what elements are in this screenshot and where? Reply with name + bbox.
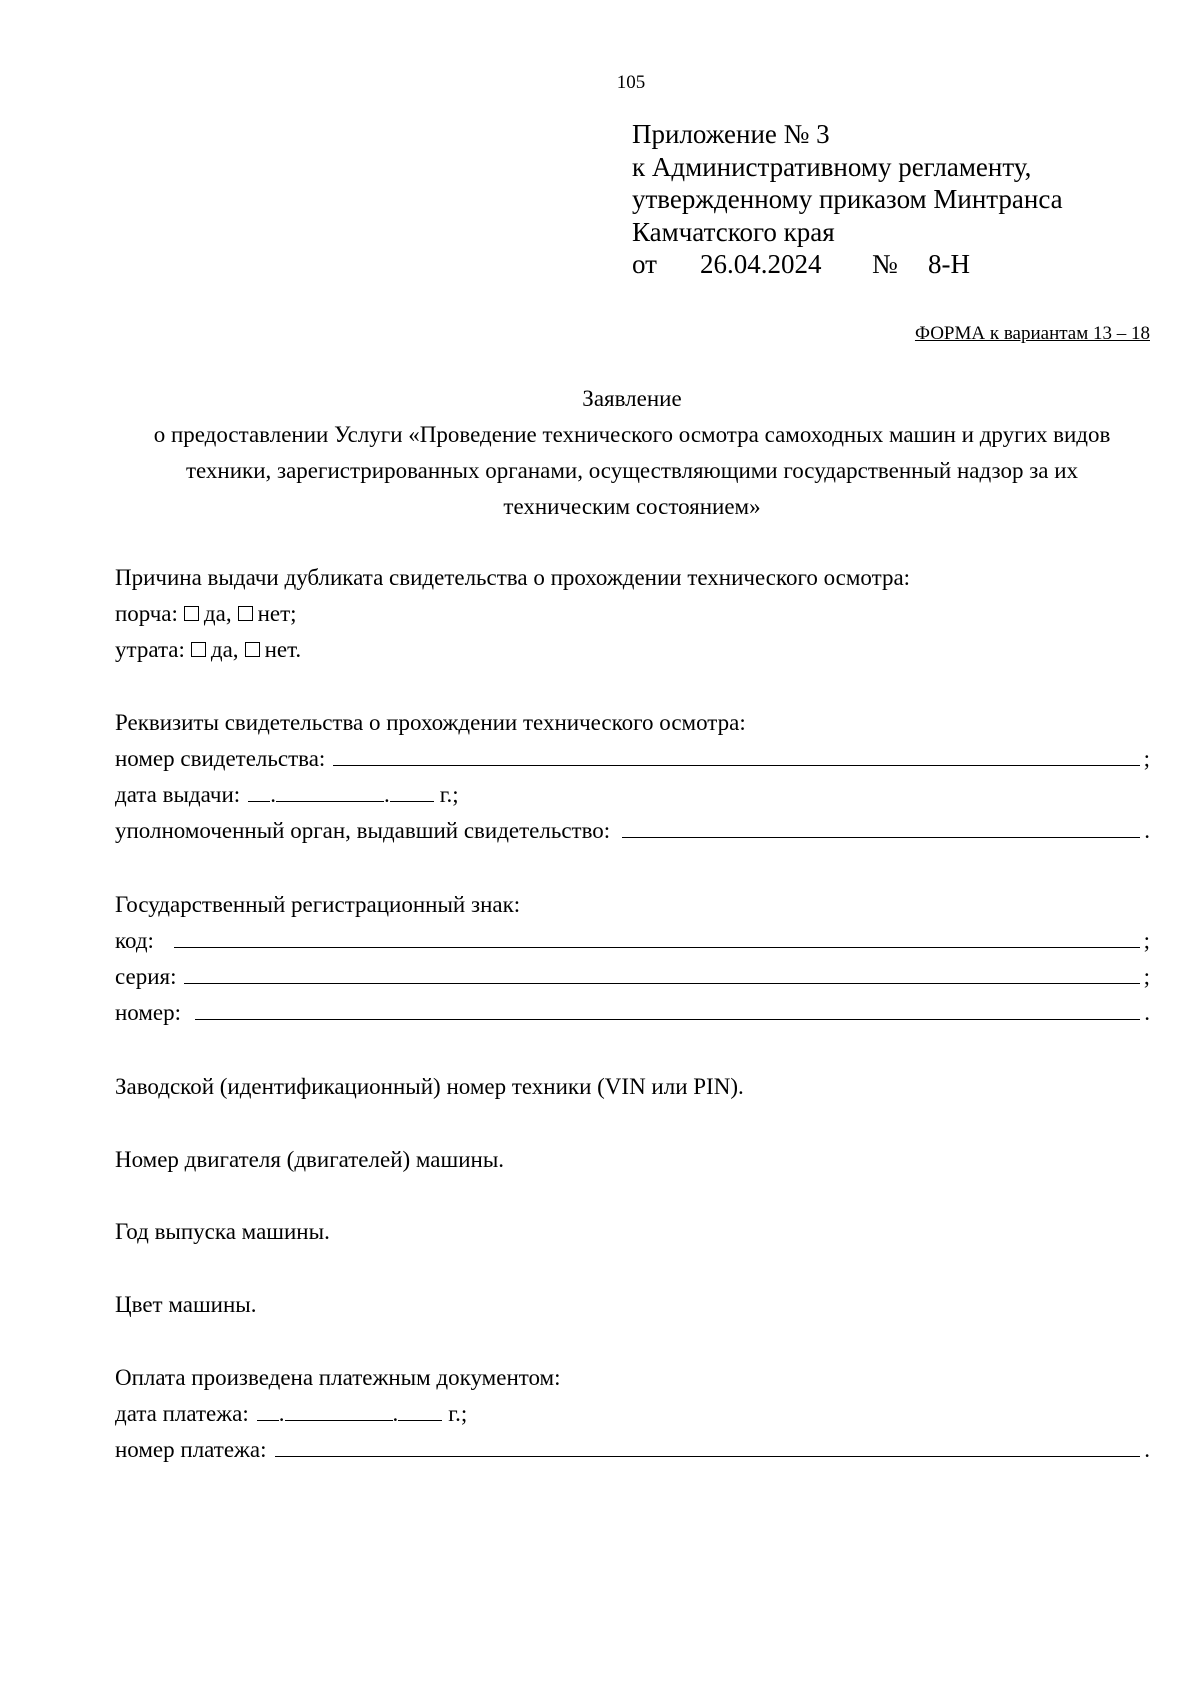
period: . [1144, 1437, 1150, 1462]
number-sign: № [872, 249, 898, 279]
title-line-1: о предоставлении Услуги «Проведение технического осмотра самоходных машин и других видов [153, 422, 1111, 447]
payment-heading: Оплата произведена платежным документом: [115, 1365, 561, 1390]
vin-text: Заводской (идентификационный) номер техники (VIN или PIN). [115, 1074, 744, 1099]
date-prefix: от [632, 249, 657, 279]
order-number: 8-Н [928, 249, 970, 279]
payment-year-field[interactable] [398, 1398, 442, 1421]
plate-code-field[interactable] [174, 925, 1140, 948]
certificate-heading: Реквизиты свидетельства о прохождении технического осмотра: [115, 710, 746, 735]
payment-section [115, 1360, 1150, 1468]
damage-row [115, 596, 1150, 632]
appendix-block [632, 118, 1063, 281]
no-label: нет; [257, 601, 297, 626]
payment-number-label: номер платежа: [115, 1437, 267, 1462]
reason-heading: Причина выдачи дубликата свидетельства о прохождении технического осмотра: [115, 565, 911, 590]
yes-label: да, [203, 601, 232, 626]
appendix-line-4: Камчатского края [632, 216, 835, 247]
certificate-section [115, 705, 1150, 849]
loss-no-checkbox[interactable] [245, 642, 260, 657]
authority-field[interactable] [622, 815, 1140, 838]
semicolon: ; [1143, 746, 1150, 771]
appendix-line-3: утвержденному приказом Минтранса [632, 184, 1063, 214]
appendix-line-1: Приложение № 3 [632, 119, 830, 149]
plate-number-row [115, 995, 1150, 1031]
issue-month-field[interactable] [276, 779, 384, 802]
payment-date-row [115, 1396, 1150, 1432]
color-line [115, 1287, 1150, 1323]
authority-row [115, 813, 1150, 849]
year-line [115, 1214, 1150, 1250]
vin-line [115, 1069, 1150, 1105]
damage-no-checkbox[interactable] [238, 606, 253, 621]
damage-label: порча: [115, 601, 178, 626]
loss-label: утрата: [115, 637, 185, 662]
payment-number-row [115, 1432, 1150, 1468]
authority-label: уполномоченный орган, выдавший свидетельство: [115, 818, 611, 843]
plate-section [115, 887, 1150, 1031]
issue-year-field[interactable] [390, 779, 434, 802]
date-dot: . [278, 1401, 285, 1426]
semicolon: ; [1143, 964, 1150, 989]
appendix-date-row [632, 248, 1063, 281]
damage-yes-checkbox[interactable] [184, 606, 199, 621]
date-dot: . [392, 1401, 399, 1426]
certificate-number-row [115, 741, 1150, 777]
color-text: Цвет машины. [115, 1292, 257, 1317]
payment-date-label: дата платежа: [115, 1401, 249, 1426]
issue-day-field[interactable] [248, 779, 270, 802]
period: . [1144, 818, 1150, 843]
plate-series-field[interactable] [184, 961, 1139, 984]
loss-row [115, 632, 1150, 668]
reason-section [115, 560, 1150, 668]
year-suffix: г.; [448, 1401, 468, 1426]
title-line-2: техники, зарегистрированных органами, осуществляющими государственный надзор за их [185, 458, 1079, 483]
plate-number-label: номер: [115, 1000, 182, 1025]
plate-series-label: серия: [115, 964, 177, 989]
year-suffix: г.; [439, 782, 459, 807]
plate-series-row [115, 959, 1150, 995]
no-label: нет. [264, 637, 302, 662]
certificate-number-label: номер свидетельства: [115, 746, 326, 771]
appendix-line-2: к Административному регламенту, [632, 151, 1032, 182]
period: . [1144, 1000, 1150, 1025]
title-block [100, 381, 1164, 525]
engine-line [115, 1142, 1150, 1178]
title-line-3: техническим состоянием» [503, 494, 761, 519]
certificate-number-field[interactable] [333, 743, 1139, 766]
date-dot: . [270, 782, 276, 807]
plate-heading: Государственный регистрационный знак: [115, 892, 521, 917]
payment-day-field[interactable] [257, 1398, 279, 1421]
page-number: 105 [616, 72, 646, 93]
payment-month-field[interactable] [285, 1398, 393, 1421]
engine-text: Номер двигателя (двигателей) машины. [115, 1147, 505, 1172]
title-heading: Заявление [582, 386, 682, 411]
yes-label: да, [210, 637, 239, 662]
issue-date-label: дата выдачи: [115, 782, 241, 807]
plate-number-field[interactable] [195, 997, 1140, 1020]
loss-yes-checkbox[interactable] [191, 642, 206, 657]
year-text: Год выпуска машины. [115, 1219, 330, 1244]
plate-code-row [115, 923, 1150, 959]
issue-date-row [115, 777, 1150, 813]
payment-number-field[interactable] [275, 1434, 1141, 1457]
form-label: ФОРМА к вариантам 13 – 18 [914, 323, 1150, 344]
order-date: 26.04.2024 [700, 249, 822, 279]
plate-code-label: код: [115, 928, 154, 953]
date-dot: . [383, 782, 390, 807]
semicolon: ; [1143, 928, 1150, 953]
